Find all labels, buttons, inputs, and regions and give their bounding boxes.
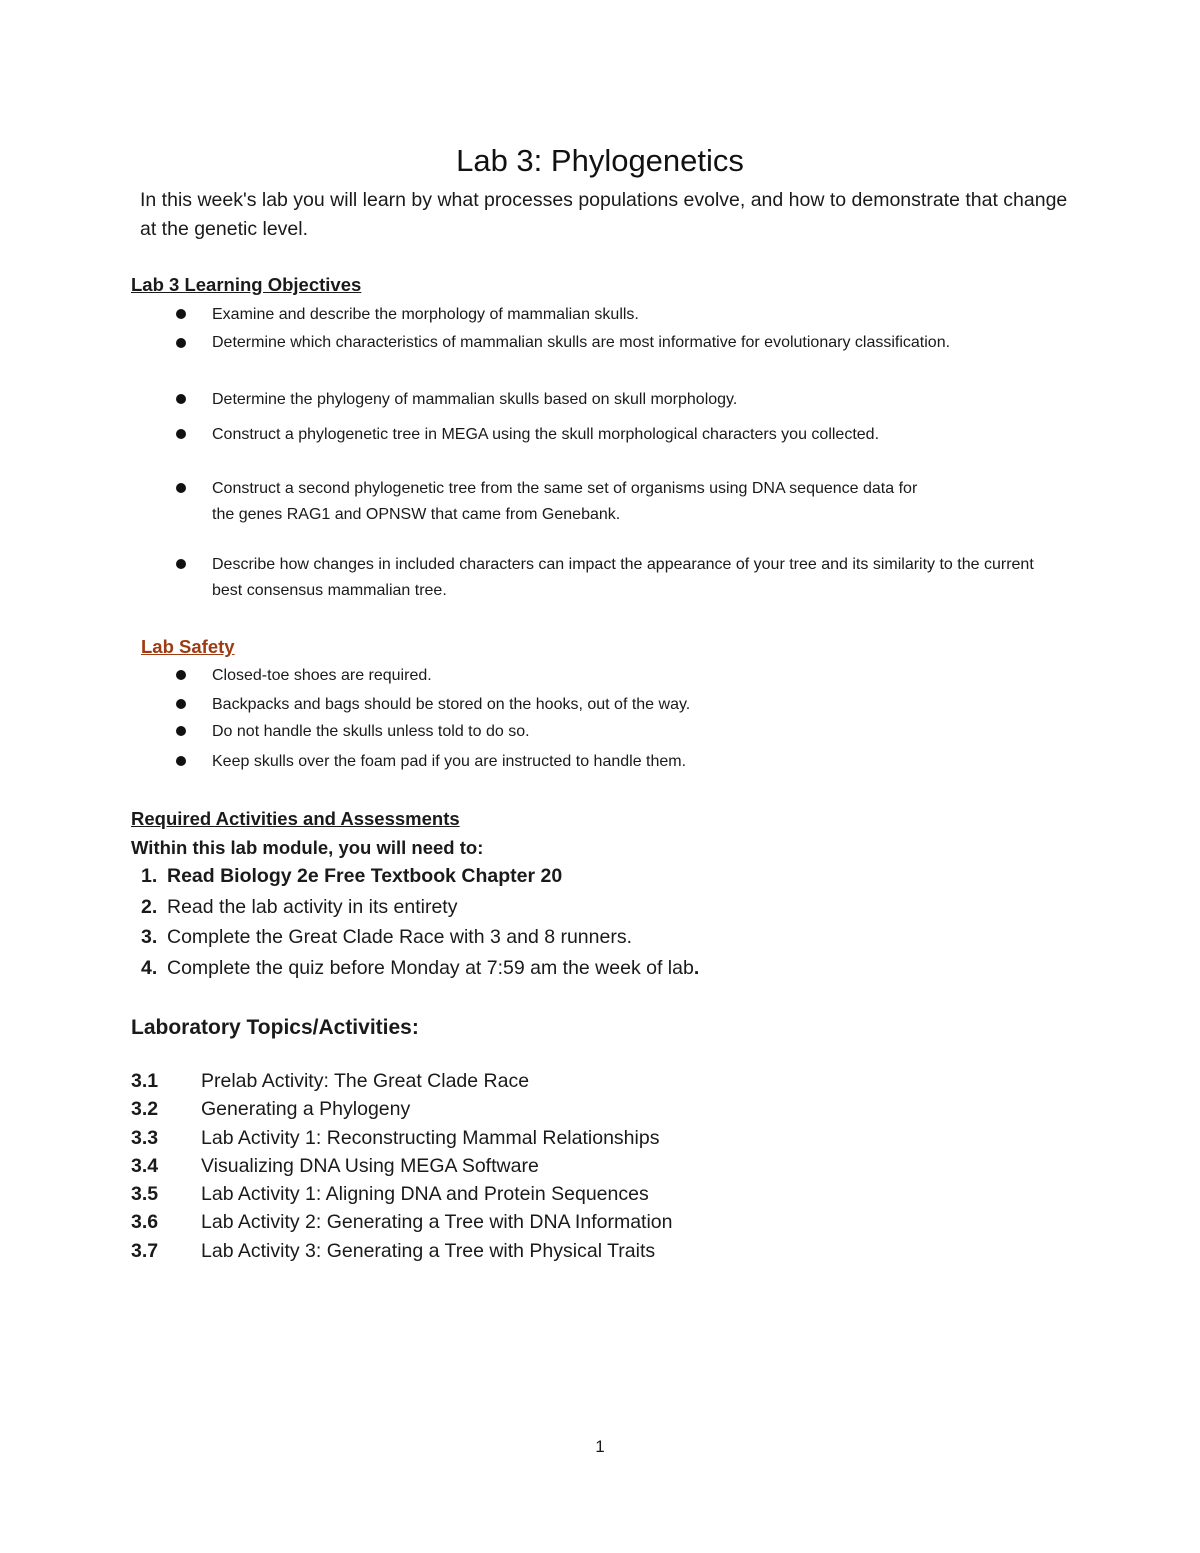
objective-text: Determine the phylogeny of mammalian skulls based on skull morphology. (212, 391, 738, 408)
topic-number: 3.6 (131, 1211, 159, 1233)
objective-text: Examine and describe the morphology of mammalian skulls. (212, 306, 639, 323)
topic-text: Lab Activity 1: Aligning DNA and Protein Sequences (201, 1183, 649, 1205)
item-number: 2. (141, 896, 158, 918)
item-suffix: . (693, 957, 700, 979)
item-text: Read the lab activity in its entirety (167, 896, 458, 918)
bullet-icon (176, 670, 186, 680)
objective-text: Construct a second phylogenetic tree from the same set of organisms using DNA sequence data for the genes RAG1 and OPNSW that came from Genebank. (212, 480, 918, 523)
bullet-icon (176, 429, 186, 439)
topic-number: 3.5 (131, 1183, 159, 1205)
topics-heading: Laboratory Topics/Activities: (131, 1016, 419, 1039)
topic-row (131, 1183, 649, 1206)
required-item-1 (141, 865, 562, 888)
safety-text: Keep skulls over the foam pad if you are instructed to handle them. (212, 753, 687, 770)
safety-text: Do not handle the skulls unless told to do so. (212, 723, 530, 740)
bullet-icon (176, 483, 186, 493)
required-heading: Required Activities and Assessments (131, 808, 460, 829)
topic-text: Lab Activity 1: Reconstructing Mammal Relationships (201, 1127, 660, 1149)
bullet-icon (176, 726, 186, 736)
topic-number: 3.2 (131, 1098, 159, 1120)
safety-text: Closed-toe shoes are required. (212, 667, 432, 684)
intro-paragraph: In this week's lab you will learn by what processes populations evolve, and how to demonstrate that change at the genetic level. (140, 189, 1068, 240)
topic-text: Prelab Activity: The Great Clade Race (201, 1070, 530, 1092)
objective-text: Construct a phylogenetic tree in MEGA using the skull morphological characters you collected. (212, 426, 880, 443)
page-number: 1 (595, 1437, 605, 1456)
required-item-2 (141, 896, 457, 919)
bullet-icon (176, 756, 186, 766)
topic-text: Lab Activity 3: Generating a Tree with Physical Traits (201, 1240, 656, 1262)
required-item-3 (141, 926, 632, 949)
topic-row (131, 1127, 659, 1150)
topic-row (131, 1070, 529, 1093)
bullet-icon (176, 309, 186, 319)
topic-text: Generating a Phylogeny (201, 1098, 411, 1120)
page-title: Lab 3: Phylogenetics (456, 143, 744, 178)
item-text: Read Biology 2e Free Textbook Chapter 20 (167, 865, 563, 887)
topic-number: 3.3 (131, 1127, 159, 1149)
required-item-4 (141, 957, 699, 980)
item-number: 3. (141, 926, 158, 948)
topic-number: 3.4 (131, 1155, 159, 1177)
topic-row (131, 1098, 410, 1121)
topic-row (131, 1211, 673, 1234)
item-number: 1. (141, 865, 158, 887)
topic-text: Lab Activity 2: Generating a Tree with DNA Information (201, 1211, 673, 1233)
item-text: Complete the quiz before Monday at 7:59 am the week of lab (167, 957, 694, 979)
bullet-icon (176, 394, 186, 404)
topic-row (131, 1240, 655, 1263)
safety-heading: Lab Safety (141, 636, 235, 657)
bullet-icon (176, 559, 186, 569)
bullet-icon (176, 699, 186, 709)
safety-text: Backpacks and bags should be stored on the hooks, out of the way. (212, 696, 691, 713)
bullet-icon (176, 338, 186, 348)
objective-text: Describe how changes in included characters can impact the appearance of your tree and its similarity to the current best consensus mammalian tree. (212, 556, 1034, 599)
topic-text: Visualizing DNA Using MEGA Software (201, 1155, 539, 1177)
item-text: Complete the Great Clade Race with 3 and 8 runners. (167, 926, 633, 948)
topic-row (131, 1155, 539, 1178)
topic-number: 3.1 (131, 1070, 159, 1092)
required-subheading: Within this lab module, you will need to: (131, 837, 484, 858)
objectives-heading: Lab 3 Learning Objectives (131, 274, 362, 295)
objective-text: Determine which characteristics of mammalian skulls are most informative for evolutionary classification. (212, 334, 951, 351)
item-number: 4. (141, 957, 158, 979)
topic-number: 3.7 (131, 1240, 159, 1262)
